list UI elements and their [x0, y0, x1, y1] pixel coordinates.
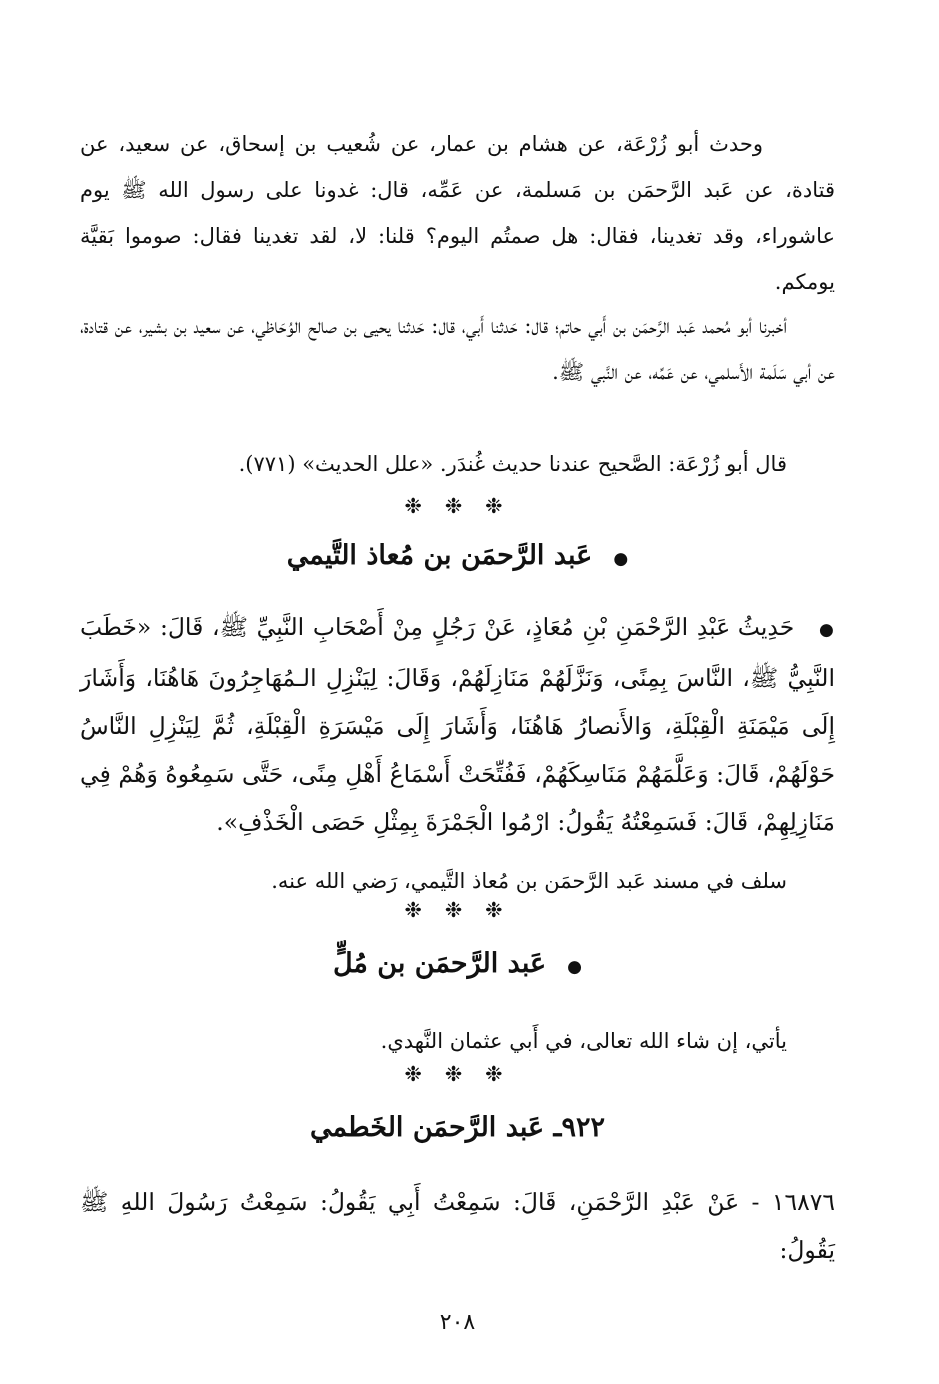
separator-1: ❉ ❉ ❉ [404, 494, 511, 518]
paragraph-6: يأتي، إن شاء الله تعالى، في أَبي عثمان النَّهدي. [380, 1029, 787, 1053]
page-number: ٢٠٨ [439, 1310, 476, 1335]
section-heading-2: عَبد الرَّحمَن بن مُلٍّ [332, 948, 547, 979]
separator-3: ❉ ❉ ❉ [404, 1062, 511, 1086]
section-heading-2-row [80, 948, 835, 979]
paragraph-1: وحدث أبو زُرْعَة، عن هشام بن عمار، عن شُعيب بن إسحاق، عن سعيد، عن قتادة، عن عَبد الرَّحمَن بن مَسلمة، عن عَمِّه، قال: غدونا على رسول الله ﷺ يوم عاشوراء، وقد تغدينا، فقال: هل صمتُم اليوم؟ قلنا: لا، لقد تغدينا فقال: صوموا بَقيَّة يومكم. [80, 132, 835, 294]
section-heading-3: ٩٢٢ـ عَبد الرَّحمَن الخَطمي [310, 1112, 605, 1143]
paragraph-2: أخبرنا أبو مُحمد عَبد الرَّحمَن بن أَبي حاتم؛ قال: حَدثنا أَبي، قال: حَدثنا يحيى بن صالح الوُحَاظي، عن سعيد بن بشير، عن قتادة، عن أبي سَلَمة الأَسلمي، عن عَمِّه، عن النَّبي ﷺ. [80, 314, 835, 384]
bullet-icon: ● [613, 549, 629, 569]
bullet-icon: ● [818, 620, 835, 640]
section-heading-1-row [80, 540, 835, 571]
hadith-body: حَدِيثُ عَبْدِ الرَّحْمَنِ بْنِ مُعَاذٍ، عَنْ رَجُلٍ مِنْ أَصْحَابِ النَّبِيِّ ﷺ، قَالَ: «خَطَبَ النَّبِيُّ ﷺ، النَّاسَ بِمِنًى، وَنَزَّلَهُمْ مَنَازِلَهُمْ، وَقَالَ: لِيَنْزِلِ الـمُهَاجِرُونَ هَاهُنَا، وَأَشَارَ إِلَى مَيْمَنَةِ الْقِبْلَةِ، وَالأَنصارُ هَاهُنَا، وَأَشَارَ إِلَى مَيْسَرَةِ الْقِبْلَةِ، ثُمَّ لِيَنْزِلِ النَّاسُ حَوْلَهُمْ، قَالَ: وَعَلَّمَهُمْ مَنَاسِكَهُمْ، فَفُتِّحَتْ أَسْمَاعُ أَهْلِ مِنًى، حَتَّى سَمِعُوهُ وَهُمْ فِي مَنَازِلِهِمْ، قَالَ: فَسَمِعْتُهُ يَقُولُ: ارْمُوا الْجَمْرَةَ بِمِثْلِ حَصَى الْخَذْفِ». [80, 613, 835, 836]
hadith-text [80, 603, 835, 846]
paragraph-3: قال أبو زُرْعَة: الصَّحيح عندنا حديث غُندَر. «علل الحديث» (٧٧١). [238, 452, 787, 476]
section-heading-1: عَبد الرَّحمَن بن مُعاذ التَّيمي [286, 540, 593, 571]
paragraph-7: ١٦٨٧٦ - عَنْ عَبْدِ الرَّحْمَنِ، قَالَ: سَمِعْتُ أَبِي يَقُولُ: سَمِعْتُ رَسُولَ اللهِ ﷺ يَقُولُ: [80, 1188, 835, 1264]
bullet-icon: ● [567, 957, 583, 977]
paragraph-5: سلف في مسند عَبد الرَّحمَن بن مُعاذ التَّيمي، رَضي الله عنه. [271, 869, 787, 893]
separator-2: ❉ ❉ ❉ [404, 898, 511, 922]
